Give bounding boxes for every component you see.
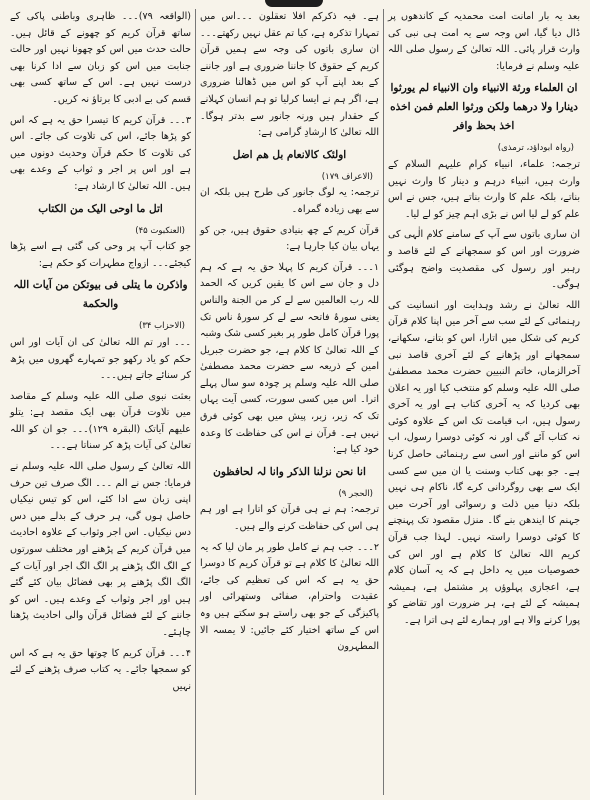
arabic-verse: اتل ما اوحی الیک من الکتاب (38, 202, 163, 215)
column-middle (195, 9, 384, 795)
paragraph: ۴۔۔۔ قرآن کریم کا چوتھا حق یہ ہے کہ اس کو سمجھا جائے۔ یہ کتاب صرف پڑھنے کے لئے نہیں (10, 647, 191, 692)
translation: ترجمہ: ہم نے ہی قرآن کو اتارا ہے اور ہم ہی اس کی حفاظت کرنے والے ہیں۔ (200, 504, 379, 533)
arabic-verse: انا نحن نزلنا الذکر وانا لہ لحافظون (213, 465, 366, 478)
paragraph: ۲۔۔۔ جب ہم نے کامل طور پر مان لیا کہ یہ اللہ تعالیٰ کا کلام ہے تو قرآن کریم کا دوسرا حق یہ ہے کہ اس کی تعظیم کی جائے، عقیدت واحترام، صفائی وستھرائی اور پاکیزگی کے جو بھی راستے ہو سکتے ہیں وہ اس کے ساتھ اختیار کئے جائیں: لا یمسہ الا المطہرون (200, 541, 379, 653)
column-right (384, 9, 584, 795)
paragraph: اللہ تعالیٰ کے رسول صلی اللہ علیہ وسلم نے فرمایا: جس نے الم ۔۔۔ الگ صرف تین حرف اپنی زبان سے ادا کئے، اس کو تیس نیکیاں حاصل ہوں گی، ہر حرف کے بدلے میں دس دس نیکیاں۔ اس اجر وثواب کے علاوہ احادیث میں قرآن کریم کے پڑھنے اور مختلف سورتوں کے الگ الگ پڑھنے پر الگ الگ اجر اور آیات کے الگ الگ پڑھنے پر بھی فضائل بیان کئے گئے ہیں اور اجر وثواب کے وعدے ہیں۔ اس کو جاننے کے لئے فضائل قرآن والی احادیث پڑھنا چاہئے۔ (10, 461, 191, 638)
article-columns (6, 9, 584, 795)
paragraph: ۔۔۔ اور تم اللہ تعالیٰ کی ان آیات اور اس حکم کو یاد رکھو جو تمہارے گھروں میں پڑھ کر سنائے جاتے ہیں۔۔۔ (10, 336, 191, 382)
reference: (الاعراف ۱۷۹) (321, 171, 373, 182)
reference: (الحجر ۹) (338, 488, 373, 499)
paragraph: قرآن کریم کے چھ بنیادی حقوق ہیں، جن کو یہاں بیان کیا جارہا ہے: (200, 224, 379, 253)
reference: (الاحزاب ۳۴) (138, 321, 185, 332)
arabic-hadith: ان العلماء ورثة الانبياء وان الانبياء لم يورثوا دينارا ولا درهما ولكن ورثوا العلم فمن اخذه اخذ بحظ وافر (390, 82, 578, 133)
translation: ترجمہ: یہ لوگ جانور کی طرح ہیں بلکہ ان سے بھی زیادہ گمراہ۔ (200, 187, 379, 215)
paragraph: بعد یہ بار امانت امت محمدیہ کے کاندھوں پر ڈال دیا گیا، اس وجہ سے یہ امت ہی نبی کی وارث قرار پائی۔ اللہ تعالیٰ کے رسول صلی اللہ علیہ وسلم نے فرمایا: (388, 11, 580, 72)
top-decoration (265, 0, 323, 7)
translation: ترجمہ: علماء، انبیاء کرام علیہم السلام کے وارث ہیں، انبیاء درہم و دینار کا وارث نہیں بناتے، بلکہ علم کا وارث بناتے ہیں، جس نے اس علم کو لے لیا اس نے بڑی اہم چیز کو لے لیا۔ (388, 158, 580, 220)
column-left (6, 9, 195, 795)
paragraph: اللہ تعالیٰ نے رشد وہدایت اور انسانیت کی رہنمائی کے لئے سب سے آخر میں اپنا کلام قرآن کریم کی شکل میں اتارا، اس کو بتانے، سکھانے، سمجھانے اور پڑھانے کے لئے آخری قاصد نبی آخرالزماں، خاتم النبیین حضرت محمد مصطفیٰ صلی اللہ علیہ وسلم کو منتخب کیا اور یہ اعلان بھی کردیا کہ یہ آخری کتاب ہے اور یہ آخری رسول ہیں، اب قیامت تک اس کے علاوہ کوئی نہ کتاب آئے گی اور نہ کوئی دوسرا رسول، اب اس کو ماننے اور اسی سے رہنمائی حاصل کرنا ہے۔ جو بھی کتاب وسنت یا ان میں سے کسی ایک سے بھی روگردانی کرے گا، ناکام ہی نہیں بلکہ دنیا میں ذلت و رسوائی اور آخرت میں جہنم کا ایندھن بنے گا۔ منزل مقصود تک پہنچنے کا کوئی دوسرا راستہ نہیں۔ لہذا جب قرآن کریم اللہ تعالیٰ کا کلام ہے اور اس کی خصوصیات میں یہ داخل ہے کہ یہ آسان کلام ہے، اعجازی پہلوؤں پر مشتمل ہے، ہمیشہ ہمیشہ کے لئے ہے، ہر ضرورت اور تقاضے کو پورا کرنے والا ہے اور ہمارے لئے ہی اترا ہے۔ (388, 299, 580, 626)
paragraph: ۱۔۔۔ قرآن کریم کا پہلا حق یہ ہے کہ ہم دل و جان سے اس کا یقین کریں کہ الحمد للہ رب العالمین سے لے کر من الجنة والناس یعنی سورۂ فاتحہ سے لے کر سورۂ ناس تک پورا قرآن کامل طور پر بغیر کسی شک وشبہ کے اللہ تعالیٰ کا کلام ہے، جو حضرت جبریل امین کے ذریعہ سے حضرت محمد مصطفیٰ صلی اللہ علیہ وسلم پر چودہ سو سال پہلے اترا۔ اس میں کسی سورت، کسی آیت یہاں تک کہ زیر، زبر، پیش میں بھی کوئی فرق نہیں ہے۔ قرآن نے اس کی حفاظت کا وعدہ خود کیا ہے: (200, 261, 379, 456)
paragraph: جو کتاب آپ پر وحی کی گئی ہے اسے پڑھا کیجئے۔۔۔ ازواج مطہرات کو حکم ہے: (10, 241, 191, 269)
paragraph: ۳۔۔۔ قرآن کریم کا تیسرا حق یہ ہے کہ اس کو پڑھا جائے، اس کی تلاوت کی جائے۔ اس کی تلاوت کا حکم قرآن وحدیث دونوں میں ہے اور اس پر اجر و ثواب کے وعدے بھی ہیں۔ اللہ تعالیٰ کا ارشاد ہے: (10, 114, 191, 192)
paragraph: بعثت نبوی صلی اللہ علیہ وسلم کے مقاصد میں تلاوت قرآن بھی ایک مقصد ہے: یتلو علیھم آیاتک (البقرہ ۱۲۹)۔۔۔ جو ان کو اللہ تعالیٰ کی آیات پڑھ کر سناتا ہے۔۔۔ (10, 390, 192, 452)
paragraph: ان ساری باتوں سے آپ کے سامنے کلام الٰہی کی ضرورت اور اس کو سمجھانے کے لئے قاصد و رہبر اور رسول کی مقصدیت واضح ہوگئی ہوگی۔ (388, 229, 580, 291)
paragraph: (الواقعہ ۷۹)۔۔۔ ظاہری وباطنی پاکی کے ساتھ قرآن کریم کو چھونے کے قائل ہیں۔ حالت حدث میں اس کو چھونا نہیں اور حالت جنابت میں اس کو زبان سے ادا کرنا بھی درست نہیں ہے۔ اس کے ساتھ کسی بھی قسم کی بے ادبی کا برتاؤ نہ کریں۔ (10, 11, 191, 105)
arabic-verse: واذکرن ما یتلی فی بیوتکن من آیات اللہ والحکمة (13, 279, 188, 311)
reference: (العنکبوت ۴۵) (135, 225, 185, 236)
reference: (رواہ ابوداؤد، ترمذی) (497, 143, 574, 154)
paragraph: ہے۔ فیہ ذکرکم افلا تعقلون ۔۔۔اس میں تمہارا تذکرہ ہے، کیا تم عقل نہیں رکھتے۔۔۔ان ساری باتوں کی وجہ سے ہمیں قرآن کریم کے حقوق کا جاننا ضروری ہے اور جاننے کے بعد اپنے آپ کو اس میں ڈھالنا ضروری ہے، اگر ہم نے ایسا کرلیا تو ہم انسان کہلانے کے حقدار ہیں ورنہ جانور سے بدتر ہوگا۔ اللہ تعالیٰ کا ارشادِ گرامی ہے: (200, 11, 379, 139)
arabic-verse: اولئک کالانعام بل ھم اضل (232, 148, 347, 161)
